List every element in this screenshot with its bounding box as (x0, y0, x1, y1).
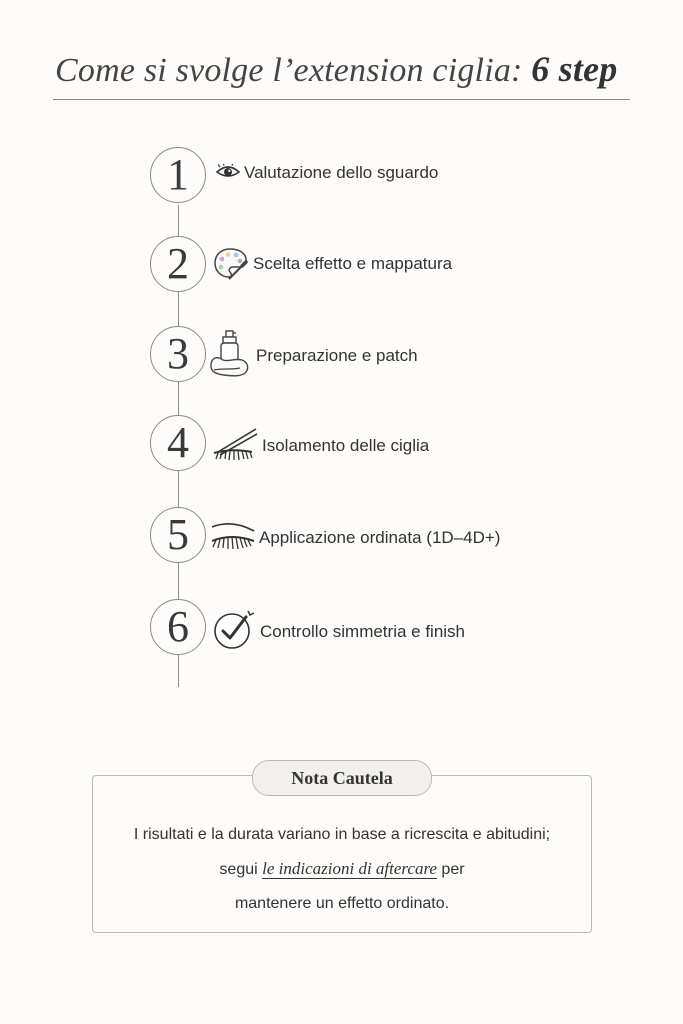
lash-extension-icon (210, 521, 258, 551)
step-label: Preparazione e patch (256, 346, 418, 365)
step-number: 6 (150, 599, 206, 655)
note-line-2-prefix: segui (219, 861, 263, 878)
step-number: 3 (150, 326, 206, 382)
note-line-3: mantenere un effetto ordinato. (234, 895, 450, 912)
step-6 (150, 599, 570, 657)
page-title-accent: 6 step (531, 49, 618, 89)
aftercare-link[interactable]: le indicazioni di aftercare (262, 859, 437, 878)
step-4 (150, 415, 570, 473)
step-number: 5 (150, 507, 206, 563)
title-divider (53, 99, 630, 100)
step-label: Isolamento delle ciglia (262, 436, 430, 455)
page-title-text: Come si svolge l’extension ciglia: (55, 52, 523, 89)
spray-patch-icon (208, 328, 252, 378)
step-number: 4 (150, 415, 206, 471)
step-label: Scelta effetto e mappatura (253, 254, 453, 273)
step-2 (150, 236, 570, 294)
eye-icon (216, 164, 240, 180)
step-label: Controllo simmetria e finish (260, 622, 466, 641)
step-number: 1 (150, 147, 206, 203)
step-3 (150, 326, 570, 384)
palette-icon (213, 246, 249, 282)
step-1 (150, 147, 570, 205)
tweezers-lash-icon (212, 425, 262, 463)
step-label: Valutazione dello sguardo (244, 163, 439, 182)
caution-note-title: Nota Cautela (252, 760, 432, 796)
step-number: 2 (150, 236, 206, 292)
note-line-2-suffix: per (436, 861, 465, 878)
page-title (55, 48, 617, 90)
note-line-1: I risultati e la durata variano in base a ricrescita e abitudini; (133, 826, 551, 843)
step-5 (150, 507, 570, 565)
caution-note-text (92, 818, 592, 921)
step-label: Applicazione ordinata (1D–4D+) (259, 528, 501, 547)
check-circle-icon (212, 607, 256, 651)
note-line-2 (92, 852, 592, 887)
